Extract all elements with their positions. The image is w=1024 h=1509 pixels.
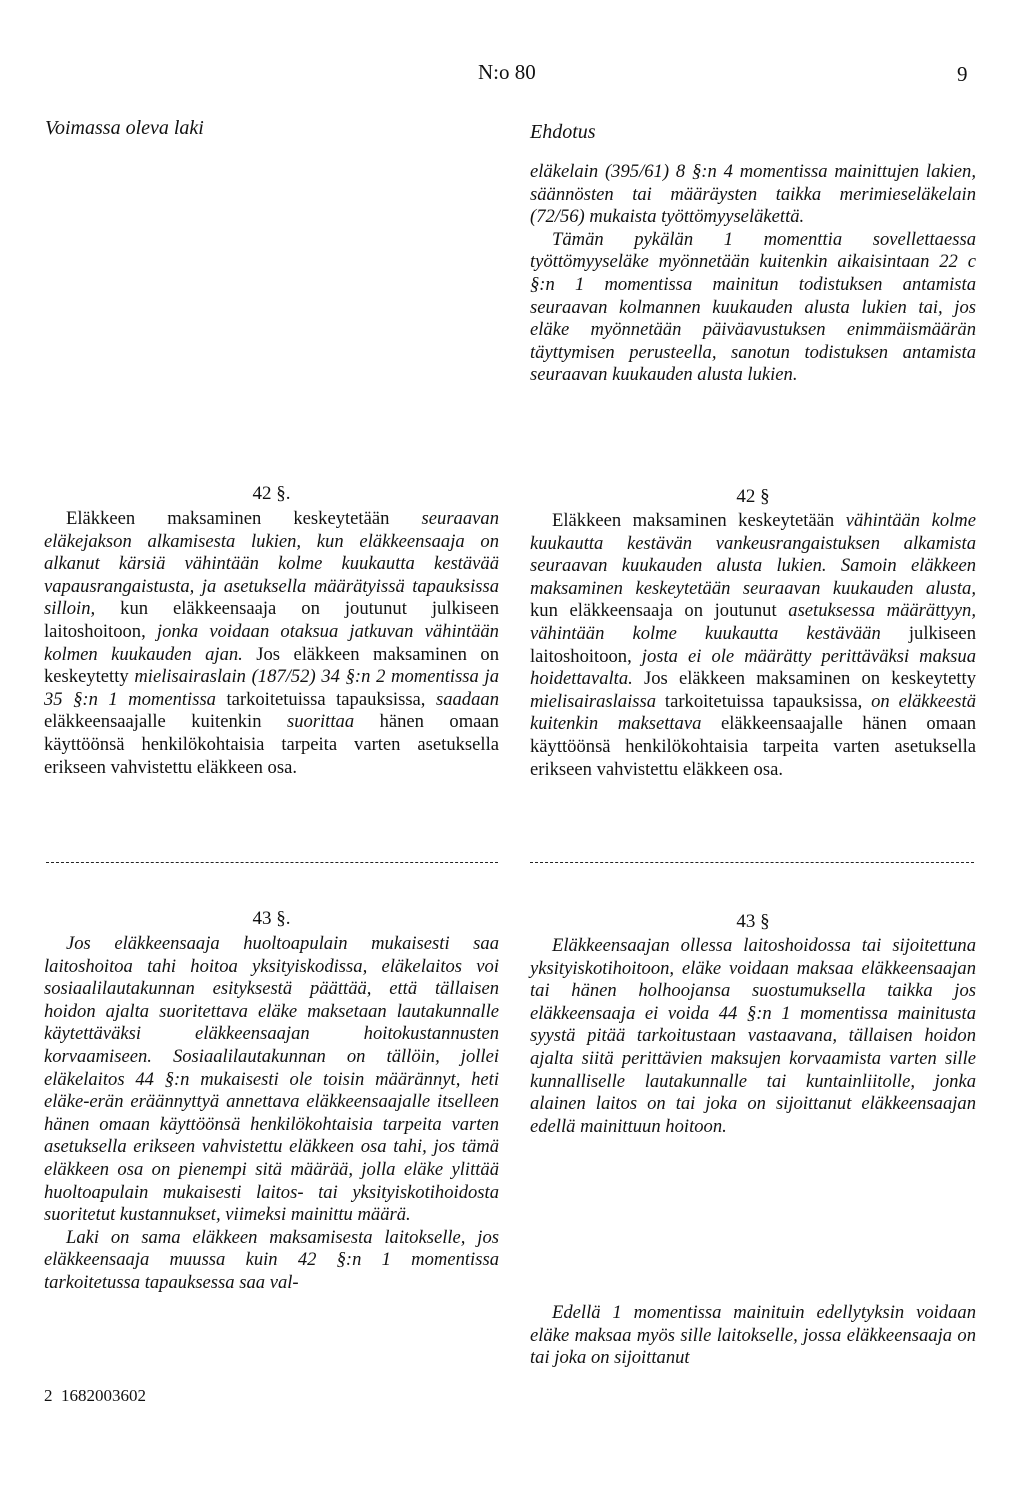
right-section-43-paragraph-2: Edellä 1 momentissa mainituin edellytyksin voidaan eläke maksaa myös sille laitokselle, jossa eläkkeensaaja on tai joka on sijoittanut	[530, 1302, 976, 1369]
right-continuation-block	[530, 161, 976, 387]
right-section-separator	[530, 862, 974, 863]
right-section-42-heading: 42 §	[736, 486, 770, 507]
left-section-43-paragraph-2: Laki on sama eläkkeen maksamisesta laitokselle, jos eläkkeensaaja muussa kuin 42 §:n 1 momentissa tarkoitetussa tapauksessa saa val-	[44, 1226, 499, 1293]
right-continuation-paragraph-2: Tämän pykälän 1 momenttia sovellettaessa työttömyyseläke myönnetään kuitenkin aikaisintaan 22 c §:n 1 momentissa mainitun todistuksen antamista seuraavan kolmannen kuukauden alusta lukien tai, jos eläke myönnetään päiväavustuksen enimmäismäärän täyttymisen perusteella, sanotun todistuksen antamista seuraavan kuukauden alusta lukien.	[530, 228, 976, 386]
left-section-42-heading: 42 §.	[252, 483, 291, 504]
right-section-42-paragraph: Eläkkeen maksaminen keskeytetään vähintään kolme kuukautta kestävän vankeusrangaistuksen alkamista seuraavan kuukauden alusta lukien. Samoin eläkkeen maksaminen keskeytetään seuraavan kuukauden alusta, kun eläkkeensaaja on joutunut asetuksessa määrättyyn, vähintään kolme kuukautta kestävään julkiseen laitoshoitoon, josta ei ole määrätty perittäväksi maksua hoidettavalta. Jos eläkkeen maksaminen on keskeytetty mielisairaslaissa tarkoitetuissa tapauksissa, on eläkkeestä kuitenkin maksettava eläkkeensaajalle hänen omaan käyttöönsä henkilökohtaisia tarpeita varten asetuksella erikseen vahvistettu eläkkeen osa.	[530, 510, 977, 780]
left-section-separator	[46, 862, 498, 863]
print-code: 2 1682003602	[44, 1386, 146, 1405]
right-continuation-paragraph-1: eläkelain (395/61) 8 §:n 4 momentissa mainittujen lakien, säännösten tai määräysten taikka merimieseläkelain (72/56) mukaista työttömyyseläkettä.	[530, 161, 976, 228]
document-number: N:o 80	[478, 60, 536, 84]
left-section-43-block	[44, 933, 499, 1295]
right-section-43-heading: 43 §	[736, 911, 770, 932]
right-column-heading: Ehdotus	[530, 121, 596, 143]
left-section-42-paragraph: Eläkkeen maksaminen keskeytetään seuraavan eläkejakson alkamisesta lukien, kun eläkkeensaaja on alkanut kärsiä vähintään kolme kuukautta kestävää vapausrangaistusta, ja asetuksella määrätyissä tapauksissa silloin, kun eläkkeensaaja on joutunut julkiseen laitoshoitoon, jonka voidaan otaksua jatkuvan vähintään kolmen kuukauden ajan. Jos eläkkeen maksaminen on keskeytetty mielisairaslain (187/52) 34 §:n 2 momentissa ja 35 §:n 1 momentissa tarkoitetuissa tapauksissa, saadaan eläkkeensaajalle kuitenkin suorittaa hänen omaan käyttöönsä henkilökohtaisia tarpeita varten asetuksella erikseen vahvistettu eläkkeen osa.	[44, 508, 499, 778]
page-number: 9	[957, 62, 968, 86]
right-section-43-paragraph-1: Eläkkeensaajan ollessa laitoshoidossa tai sijoitettuna yksityiskotihoitoon, eläke voidaan maksaa eläkkeensaajan tai hänen holhoojansa suostumuksella taikka jos eläkkeensaaja ei voida 44 §:n 1 momentissa mainitusta syystä pitää tarkoitustaan vastaavana, tällaisen hoidon ajalta siitä perittävien maksujen korvaamista varten sille kunnalliselle lautakunnalle tai kuntainliitolle, jonka alainen laitos on tai joka on sijoittanut eläkkeensaajan edellä mainittuun hoitoon.	[530, 935, 976, 1137]
left-section-43-paragraph-1: Jos eläkkeensaaja huoltoapulain mukaisesti saa laitoshoitoa tahi hoitoa yksityiskodissa, eläkelaitos voi sosiaalilautakunnan esityksestä päättää, että tällaisen hoidon ajalta suoritettava eläke maksetaan lautakunnalle käytettäväksi eläkkeensaajan hoitokustannusten korvaamiseen. Sosiaalilautakunnan on tällöin, jollei eläkelaitos 44 §:n mukaisesti ole toisin määrännyt, heti eläke-erän eräännyttyä annettava eläkkeensaajalle itselleen hänen omaan käyttöönsä henkilökohtaisia tarpeita varten asetuksella erikseen vahvistettu eläkkeen osa tahi, jos tämä eläkkeen osa on pienempi sitä määrää, jolla eläke ylittää huoltoapulain mukaisesti laitos- tai yksityiskotihoidosta suoritetut kustannukset, viimeksi mainittu määrä.	[44, 933, 499, 1226]
left-section-43-heading: 43 §.	[252, 908, 291, 929]
left-column-heading: Voimassa oleva laki	[45, 117, 204, 139]
